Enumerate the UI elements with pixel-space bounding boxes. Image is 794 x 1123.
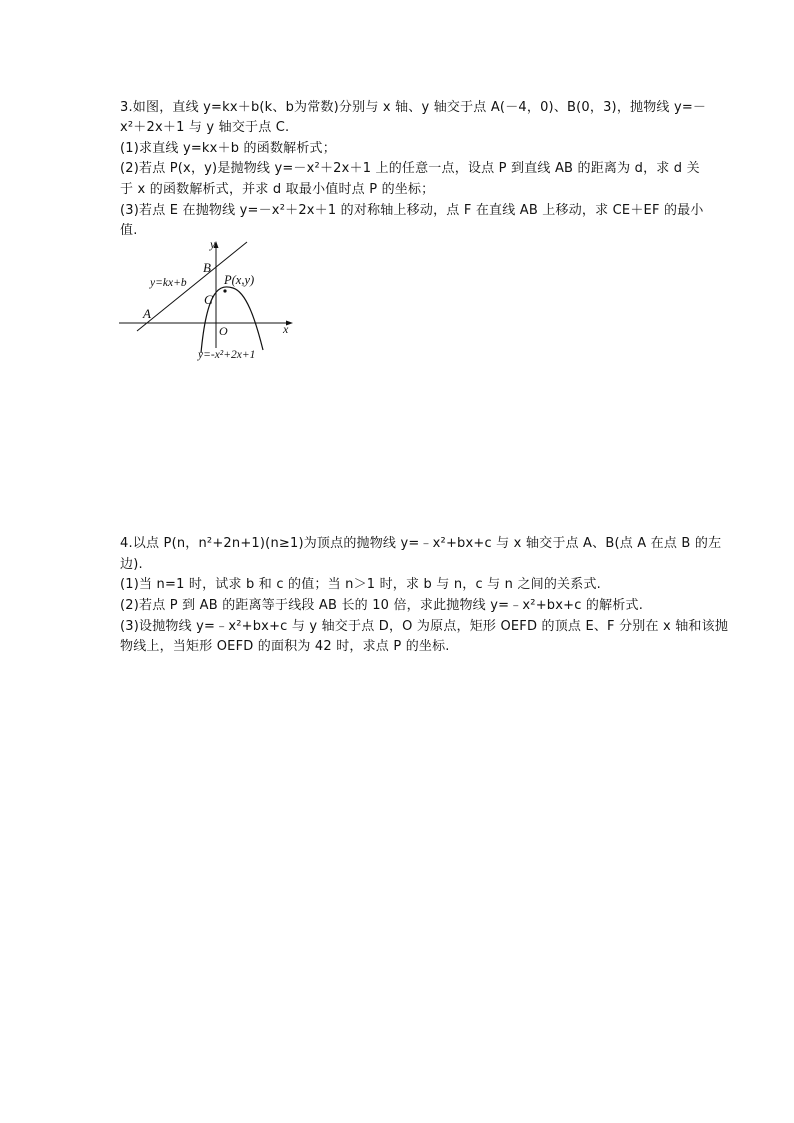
label-line-equation: y=kx+b: [150, 277, 187, 289]
problem4-question3-line2: 物线上，当矩形 OEFD 的面积为 42 时，求点 P 的坐标.: [120, 639, 450, 654]
problem3-question3-line1: (3)若点 E 在抛物线 y=－x²＋2x＋1 的对称轴上移动，点 F 在直线 AB 上移动，求 CE＋EF 的最小: [120, 203, 704, 218]
label-point-b: B: [203, 260, 211, 275]
label-point-p: P(x,y): [224, 273, 255, 287]
geometry-figure: [115, 238, 305, 366]
label-x-axis: x: [283, 322, 289, 336]
problem4-intro-line2: 边).: [120, 557, 143, 572]
problem3-question2-line2: 于 x 的函数解析式，并求 d 取最小值时点 P 的坐标；: [120, 182, 435, 197]
problem4-question2: (2)若点 P 到 AB 的距离等于线段 AB 长的 10 倍，求此抛物线 y=﹣x²+bx+c 的解析式.: [120, 598, 644, 613]
problem3-intro-line2: x²＋2x＋1 与 y 轴交于点 C.: [120, 120, 290, 135]
problem3-question1: (1)求直线 y=kx＋b 的函数解析式；: [120, 141, 336, 156]
problem3-question2-line1: (2)若点 P(x，y)是抛物线 y=－x²＋2x＋1 上的任意一点，设点 P 到直线 AB 的距离为 d，求 d 关: [120, 161, 700, 176]
label-point-a: A: [143, 306, 151, 321]
problem3-question3-line2: 值.: [120, 223, 138, 238]
problem4-intro-line1: 4.以点 P(n，n²+2n+1)(n≥1)为顶点的抛物线 y=﹣x²+bx+c 与 x 轴交于点 A、B(点 A 在点 B 的左: [120, 536, 722, 551]
point-p: [223, 289, 226, 292]
label-point-c: C: [204, 292, 213, 307]
problem4-question1: (1)当 n=1 时，试求 b 和 c 的值；当 n＞1 时，求 b 与 n，c 与 n 之间的关系式.: [120, 577, 601, 592]
problem4-question3-line1: (3)设抛物线 y=﹣x²+bx+c 与 y 轴交于点 D，O 为原点，矩形 OEFD 的顶点 E、F 分别在 x 轴和该抛: [120, 619, 729, 634]
label-parabola-equation: y=-x²+2x+1: [198, 349, 256, 361]
label-y-axis: y: [210, 238, 216, 251]
problem3-intro-line1: 3.如图，直线 y=kx＋b(k、b为常数)分别与 x 轴、y 轴交于点 A(－4，0)、B(0，3)，抛物线 y=－: [120, 100, 707, 115]
label-origin-o: O: [219, 324, 228, 338]
